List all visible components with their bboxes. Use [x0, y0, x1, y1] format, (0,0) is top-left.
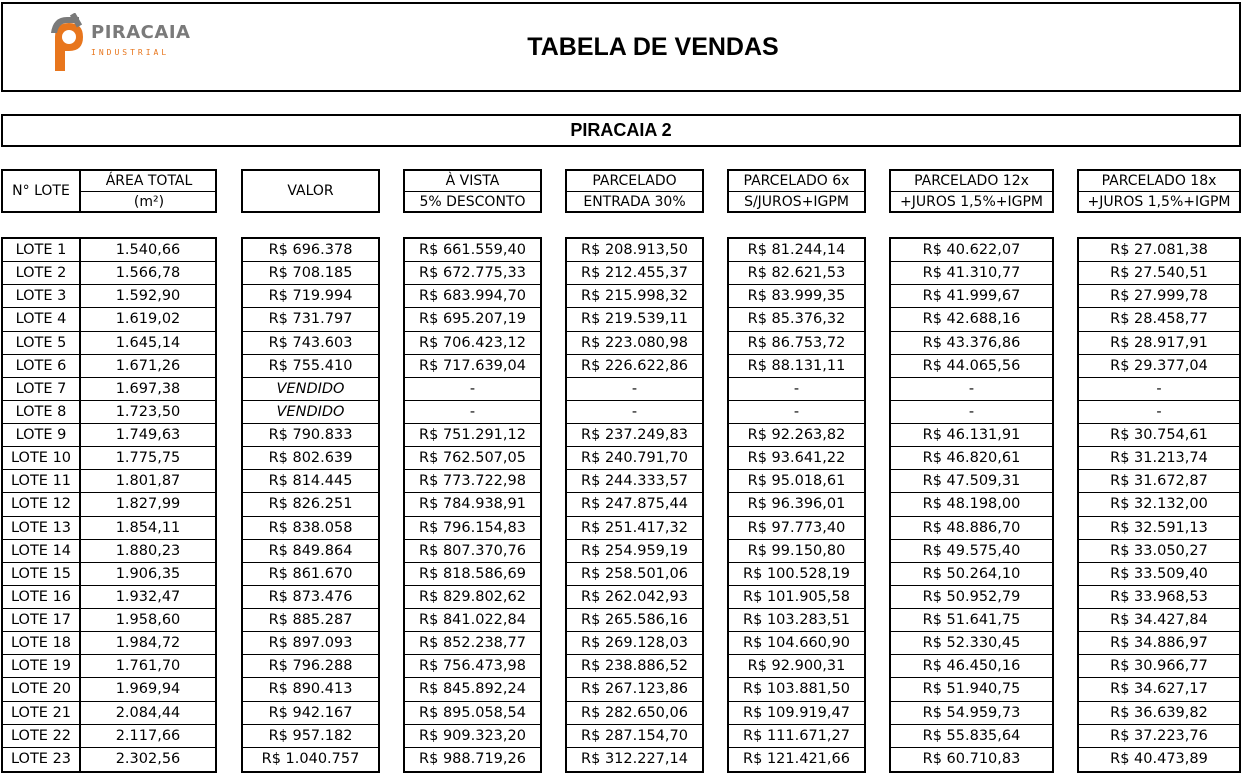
header-area-title: ÁREA TOTAL: [105, 173, 193, 189]
avista-cell: R$ 845.892,24: [405, 678, 540, 701]
area-cell: 1.592,90: [81, 285, 215, 308]
p18-cell: -: [1079, 401, 1239, 424]
p6-cell: -: [729, 401, 864, 424]
p12-cell: R$ 50.952,79: [891, 586, 1052, 609]
avista-cell: R$ 909.323,20: [405, 725, 540, 748]
header-parcelado-sub: ENTRADA 30%: [583, 194, 686, 210]
entrada-cell: -: [567, 401, 702, 424]
p12-cell: R$ 49.575,40: [891, 540, 1052, 563]
p6-cell: R$ 97.773,40: [729, 517, 864, 540]
lote-cell: LOTE 22: [3, 725, 81, 748]
header-parcelado: [565, 169, 704, 213]
lote-cell: LOTE 21: [3, 702, 81, 725]
p12-cell: R$ 46.131,91: [891, 424, 1052, 447]
valor-cell: R$ 696.378: [243, 239, 378, 262]
p18-cell: R$ 34.627,17: [1079, 678, 1239, 701]
area-cell: 1.827,99: [81, 493, 215, 516]
brand-name: PIRACAIA: [91, 22, 191, 43]
valor-cell: VENDIDO: [243, 401, 378, 424]
p18-cell: R$ 27.999,78: [1079, 285, 1239, 308]
p18-cell: R$ 28.458,77: [1079, 308, 1239, 331]
entrada-cell: R$ 269.128,03: [567, 632, 702, 655]
valor-cell: R$ 708.185: [243, 262, 378, 285]
area-cell: 1.697,38: [81, 378, 215, 401]
entrada-cell: R$ 215.998,32: [567, 285, 702, 308]
p18-cell: R$ 33.968,53: [1079, 586, 1239, 609]
lote-cell: LOTE 7: [3, 378, 81, 401]
avista-cell: R$ 773.722,98: [405, 470, 540, 493]
p6-cell: R$ 101.905,58: [729, 586, 864, 609]
avista-cell: R$ 695.207,19: [405, 308, 540, 331]
entrada-cell: R$ 208.913,50: [567, 239, 702, 262]
area-cell: 1.969,94: [81, 678, 215, 701]
p18-cell: R$ 37.223,76: [1079, 725, 1239, 748]
p6-cell: R$ 100.528,19: [729, 563, 864, 586]
area-cell: 1.723,50: [81, 401, 215, 424]
entrada-cell: R$ 251.417,32: [567, 517, 702, 540]
area-cell: 1.566,78: [81, 262, 215, 285]
p12-cell: R$ 55.835,64: [891, 725, 1052, 748]
area-cell: 2.084,44: [81, 702, 215, 725]
lote-cell: LOTE 3: [3, 285, 81, 308]
p12-cell: R$ 54.959,73: [891, 702, 1052, 725]
valor-cell: R$ 802.639: [243, 447, 378, 470]
valor-cell: R$ 890.413: [243, 678, 378, 701]
area-cell: 1.540,66: [81, 239, 215, 262]
p12-cell: R$ 50.264,10: [891, 563, 1052, 586]
avista-cell: R$ 683.994,70: [405, 285, 540, 308]
area-cell: 1.932,47: [81, 586, 215, 609]
avista-cell: R$ 829.802,62: [405, 586, 540, 609]
p12-cell: R$ 41.310,77: [891, 262, 1052, 285]
header-avista-sub: 5% DESCONTO: [419, 194, 526, 210]
valor-cell: R$ 838.058: [243, 517, 378, 540]
area-cell: 1.801,87: [81, 470, 215, 493]
lote-cell: LOTE 16: [3, 586, 81, 609]
entrada-cell: R$ 258.501,06: [567, 563, 702, 586]
entrada-cell: R$ 247.875,44: [567, 493, 702, 516]
lote-column: [3, 239, 81, 771]
header-p12: [889, 169, 1054, 213]
lote-cell: LOTE 5: [3, 332, 81, 355]
avista-cell: R$ 756.473,98: [405, 655, 540, 678]
p12-cell: R$ 40.622,07: [891, 239, 1052, 262]
entrada-cell: R$ 226.622,86: [567, 355, 702, 378]
area-cell: 1.645,14: [81, 332, 215, 355]
avista-cell: R$ 784.938,91: [405, 493, 540, 516]
p18-cell: R$ 28.917,91: [1079, 332, 1239, 355]
area-cell: 1.671,26: [81, 355, 215, 378]
avista-cell: -: [405, 401, 540, 424]
p6-cell: R$ 104.660,90: [729, 632, 864, 655]
valor-cell: R$ 942.167: [243, 702, 378, 725]
valor-cell: R$ 826.251: [243, 493, 378, 516]
area-cell: 1.958,60: [81, 609, 215, 632]
header-p18-title: PARCELADO 18x: [1101, 173, 1217, 189]
lote-cell: LOTE 4: [3, 308, 81, 331]
header-p6-title: PARCELADO 6x: [743, 173, 850, 189]
area-cell: 2.302,56: [115, 750, 181, 767]
avista-cell: R$ 807.370,76: [405, 540, 540, 563]
avista-cell: R$ 852.238,77: [405, 632, 540, 655]
header-valor: [241, 169, 380, 213]
lote-cell: LOTE 2: [3, 262, 81, 285]
p18-cell: R$ 34.886,97: [1079, 632, 1239, 655]
entrada-cell: R$ 223.080,98: [567, 332, 702, 355]
area-cell: 1.984,72: [81, 632, 215, 655]
logo-mark-icon: [49, 13, 89, 85]
header-p12-sub: +JUROS 1,5%+IGPM: [900, 194, 1043, 210]
p18-cell: R$ 31.213,74: [1079, 447, 1239, 470]
p6-cell: R$ 109.919,47: [729, 702, 864, 725]
p6-cell: R$ 96.396,01: [729, 493, 864, 516]
p12-cell: R$ 48.886,70: [891, 517, 1052, 540]
avista-cell: -: [405, 378, 540, 401]
p18-cell: R$ 36.639,82: [1079, 702, 1239, 725]
lote-area-table: [1, 237, 217, 773]
brand-subtitle: INDUSTRIAL: [91, 48, 170, 57]
p18-cell: R$ 27.081,38: [1079, 239, 1239, 262]
entrada-cell: R$ 244.333,57: [567, 470, 702, 493]
p12-cell: R$ 46.820,61: [891, 447, 1052, 470]
avista-cell: R$ 895.058,54: [405, 702, 540, 725]
entrada-cell: R$ 219.539,11: [567, 308, 702, 331]
lote-cell: LOTE 13: [3, 517, 81, 540]
p12-cell: R$ 60.710,83: [922, 750, 1021, 767]
avista-cell: R$ 762.507,05: [405, 447, 540, 470]
valor-cell: R$ 861.670: [243, 563, 378, 586]
entrada-cell: R$ 287.154,70: [567, 725, 702, 748]
p18-cell: R$ 30.966,77: [1079, 655, 1239, 678]
p12-cell: R$ 44.065,56: [891, 355, 1052, 378]
entrada-cell: R$ 312.227,14: [581, 750, 688, 767]
piracaia-logo: [49, 13, 191, 85]
valor-cell: R$ 957.182: [243, 725, 378, 748]
lote-cell: LOTE 20: [3, 678, 81, 701]
p12-cell: R$ 42.688,16: [891, 308, 1052, 331]
area-cell: 1.880,23: [81, 540, 215, 563]
p18-cell: R$ 34.427,84: [1079, 609, 1239, 632]
entrada-cell: R$ 282.650,06: [567, 702, 702, 725]
header-p6: [727, 169, 866, 213]
area-cell: 1.749,63: [81, 424, 215, 447]
p6-cell: R$ 85.376,32: [729, 308, 864, 331]
entrada-cell: R$ 254.959,19: [567, 540, 702, 563]
p18-cell: R$ 31.672,87: [1079, 470, 1239, 493]
p18-cell: R$ 33.050,27: [1079, 540, 1239, 563]
entrada-cell: R$ 237.249,83: [567, 424, 702, 447]
area-cell: 1.619,02: [81, 308, 215, 331]
avista-column: [403, 237, 542, 773]
avista-cell: R$ 751.291,12: [405, 424, 540, 447]
p6-cell: R$ 82.621,53: [729, 262, 864, 285]
lote-cell: LOTE 14: [3, 540, 81, 563]
p6-cell: R$ 92.263,82: [729, 424, 864, 447]
area-cell: 1.854,11: [81, 517, 215, 540]
p12-cell: R$ 46.450,16: [891, 655, 1052, 678]
p12-cell: R$ 41.999,67: [891, 285, 1052, 308]
area-cell: 1.775,75: [81, 447, 215, 470]
p18-column: [1077, 237, 1241, 773]
valor-cell: R$ 885.287: [243, 609, 378, 632]
p12-cell: -: [891, 378, 1052, 401]
valor-cell: R$ 897.093: [243, 632, 378, 655]
lote-cell: LOTE 1: [3, 239, 81, 262]
p18-cell: R$ 32.132,00: [1079, 493, 1239, 516]
avista-cell: R$ 796.154,83: [405, 517, 540, 540]
header-lote: N° LOTE: [12, 183, 70, 199]
p12-cell: -: [891, 401, 1052, 424]
p6-cell: R$ 88.131,11: [729, 355, 864, 378]
entrada-cell: -: [567, 378, 702, 401]
p12-cell: R$ 51.641,75: [891, 609, 1052, 632]
p12-cell: R$ 52.330,45: [891, 632, 1052, 655]
header-p18-sub: +JUROS 1,5%+IGPM: [1087, 194, 1231, 210]
lote-cell: LOTE 8: [3, 401, 81, 424]
section-header: [1, 114, 1241, 147]
document-header: [1, 2, 1241, 92]
p6-cell: R$ 81.244,14: [729, 239, 864, 262]
header-p12-title: PARCELADO 12x: [914, 173, 1029, 189]
p6-cell: R$ 99.150,80: [729, 540, 864, 563]
p6-cell: R$ 95.018,61: [729, 470, 864, 493]
lote-cell: LOTE 11: [3, 470, 81, 493]
entrada-cell: R$ 212.455,37: [567, 262, 702, 285]
p12-cell: R$ 48.198,00: [891, 493, 1052, 516]
p18-cell: R$ 33.509,40: [1079, 563, 1239, 586]
p6-cell: R$ 103.283,51: [729, 609, 864, 632]
p18-cell: -: [1079, 378, 1239, 401]
p6-cell: R$ 86.753,72: [729, 332, 864, 355]
lote-cell: LOTE 6: [3, 355, 81, 378]
header-p18: [1077, 169, 1241, 213]
avista-cell: R$ 706.423,12: [405, 332, 540, 355]
valor-cell: R$ 743.603: [243, 332, 378, 355]
p6-cell: R$ 121.421,66: [743, 750, 850, 767]
p6-cell: -: [729, 378, 864, 401]
p12-cell: R$ 43.376,86: [891, 332, 1052, 355]
avista-cell: R$ 661.559,40: [405, 239, 540, 262]
avista-cell: R$ 988.719,26: [419, 750, 526, 767]
header-p6-sub: S/JUROS+IGPM: [744, 194, 849, 210]
p6-cell: R$ 111.671,27: [729, 725, 864, 748]
section-title: PIRACAIA 2: [570, 120, 672, 140]
p18-cell: R$ 29.377,04: [1079, 355, 1239, 378]
p18-cell: R$ 30.754,61: [1079, 424, 1239, 447]
lote-cell: LOTE 10: [3, 447, 81, 470]
header-avista-title: À VISTA: [445, 173, 500, 189]
header-avista: [403, 169, 542, 213]
valor-cell: VENDIDO: [243, 378, 378, 401]
p18-cell: R$ 40.473,89: [1110, 750, 1208, 767]
p12-column: [889, 237, 1054, 773]
lote-cell: LOTE 23: [3, 748, 81, 771]
valor-cell: R$ 814.445: [243, 470, 378, 493]
avista-cell: R$ 717.639,04: [405, 355, 540, 378]
valor-cell: R$ 849.864: [243, 540, 378, 563]
avista-cell: R$ 672.775,33: [405, 262, 540, 285]
valor-cell: R$ 755.410: [243, 355, 378, 378]
p6-cell: R$ 83.999,35: [729, 285, 864, 308]
valor-column: [241, 237, 380, 773]
lote-cell: LOTE 12: [3, 493, 81, 516]
lote-cell: LOTE 18: [3, 632, 81, 655]
valor-cell: R$ 790.833: [243, 424, 378, 447]
p6-cell: R$ 92.900,31: [729, 655, 864, 678]
entrada-column: [565, 237, 704, 773]
avista-cell: R$ 818.586,69: [405, 563, 540, 586]
entrada-cell: R$ 238.886,52: [567, 655, 702, 678]
lote-cell: LOTE 19: [3, 655, 81, 678]
header-valor-label: VALOR: [287, 183, 334, 199]
area-column: [81, 239, 215, 771]
valor-cell: R$ 1.040.757: [261, 750, 360, 767]
p12-cell: R$ 51.940,75: [891, 678, 1052, 701]
p18-cell: R$ 32.591,13: [1079, 517, 1239, 540]
area-cell: 1.906,35: [81, 563, 215, 586]
entrada-cell: R$ 262.042,93: [567, 586, 702, 609]
valor-cell: R$ 719.994: [243, 285, 378, 308]
area-cell: 2.117,66: [81, 725, 215, 748]
entrada-cell: R$ 265.586,16: [567, 609, 702, 632]
avista-cell: R$ 841.022,84: [405, 609, 540, 632]
entrada-cell: R$ 267.123,86: [567, 678, 702, 701]
area-cell: 1.761,70: [81, 655, 215, 678]
p6-column: [727, 237, 866, 773]
lote-cell: LOTE 15: [3, 563, 81, 586]
entrada-cell: R$ 240.791,70: [567, 447, 702, 470]
page-title: TABELA DE VENDAS: [527, 33, 779, 61]
p18-cell: R$ 27.540,51: [1079, 262, 1239, 285]
valor-cell: R$ 873.476: [243, 586, 378, 609]
header-area-unit: (m²): [133, 194, 165, 210]
lote-cell: LOTE 9: [3, 424, 81, 447]
p12-cell: R$ 47.509,31: [891, 470, 1052, 493]
valor-cell: R$ 796.288: [243, 655, 378, 678]
header-lote-area: [1, 169, 217, 213]
header-parcelado-title: PARCELADO: [592, 173, 677, 189]
lote-cell: LOTE 17: [3, 609, 81, 632]
valor-cell: R$ 731.797: [243, 308, 378, 331]
p6-cell: R$ 93.641,22: [729, 447, 864, 470]
p6-cell: R$ 103.881,50: [729, 678, 864, 701]
